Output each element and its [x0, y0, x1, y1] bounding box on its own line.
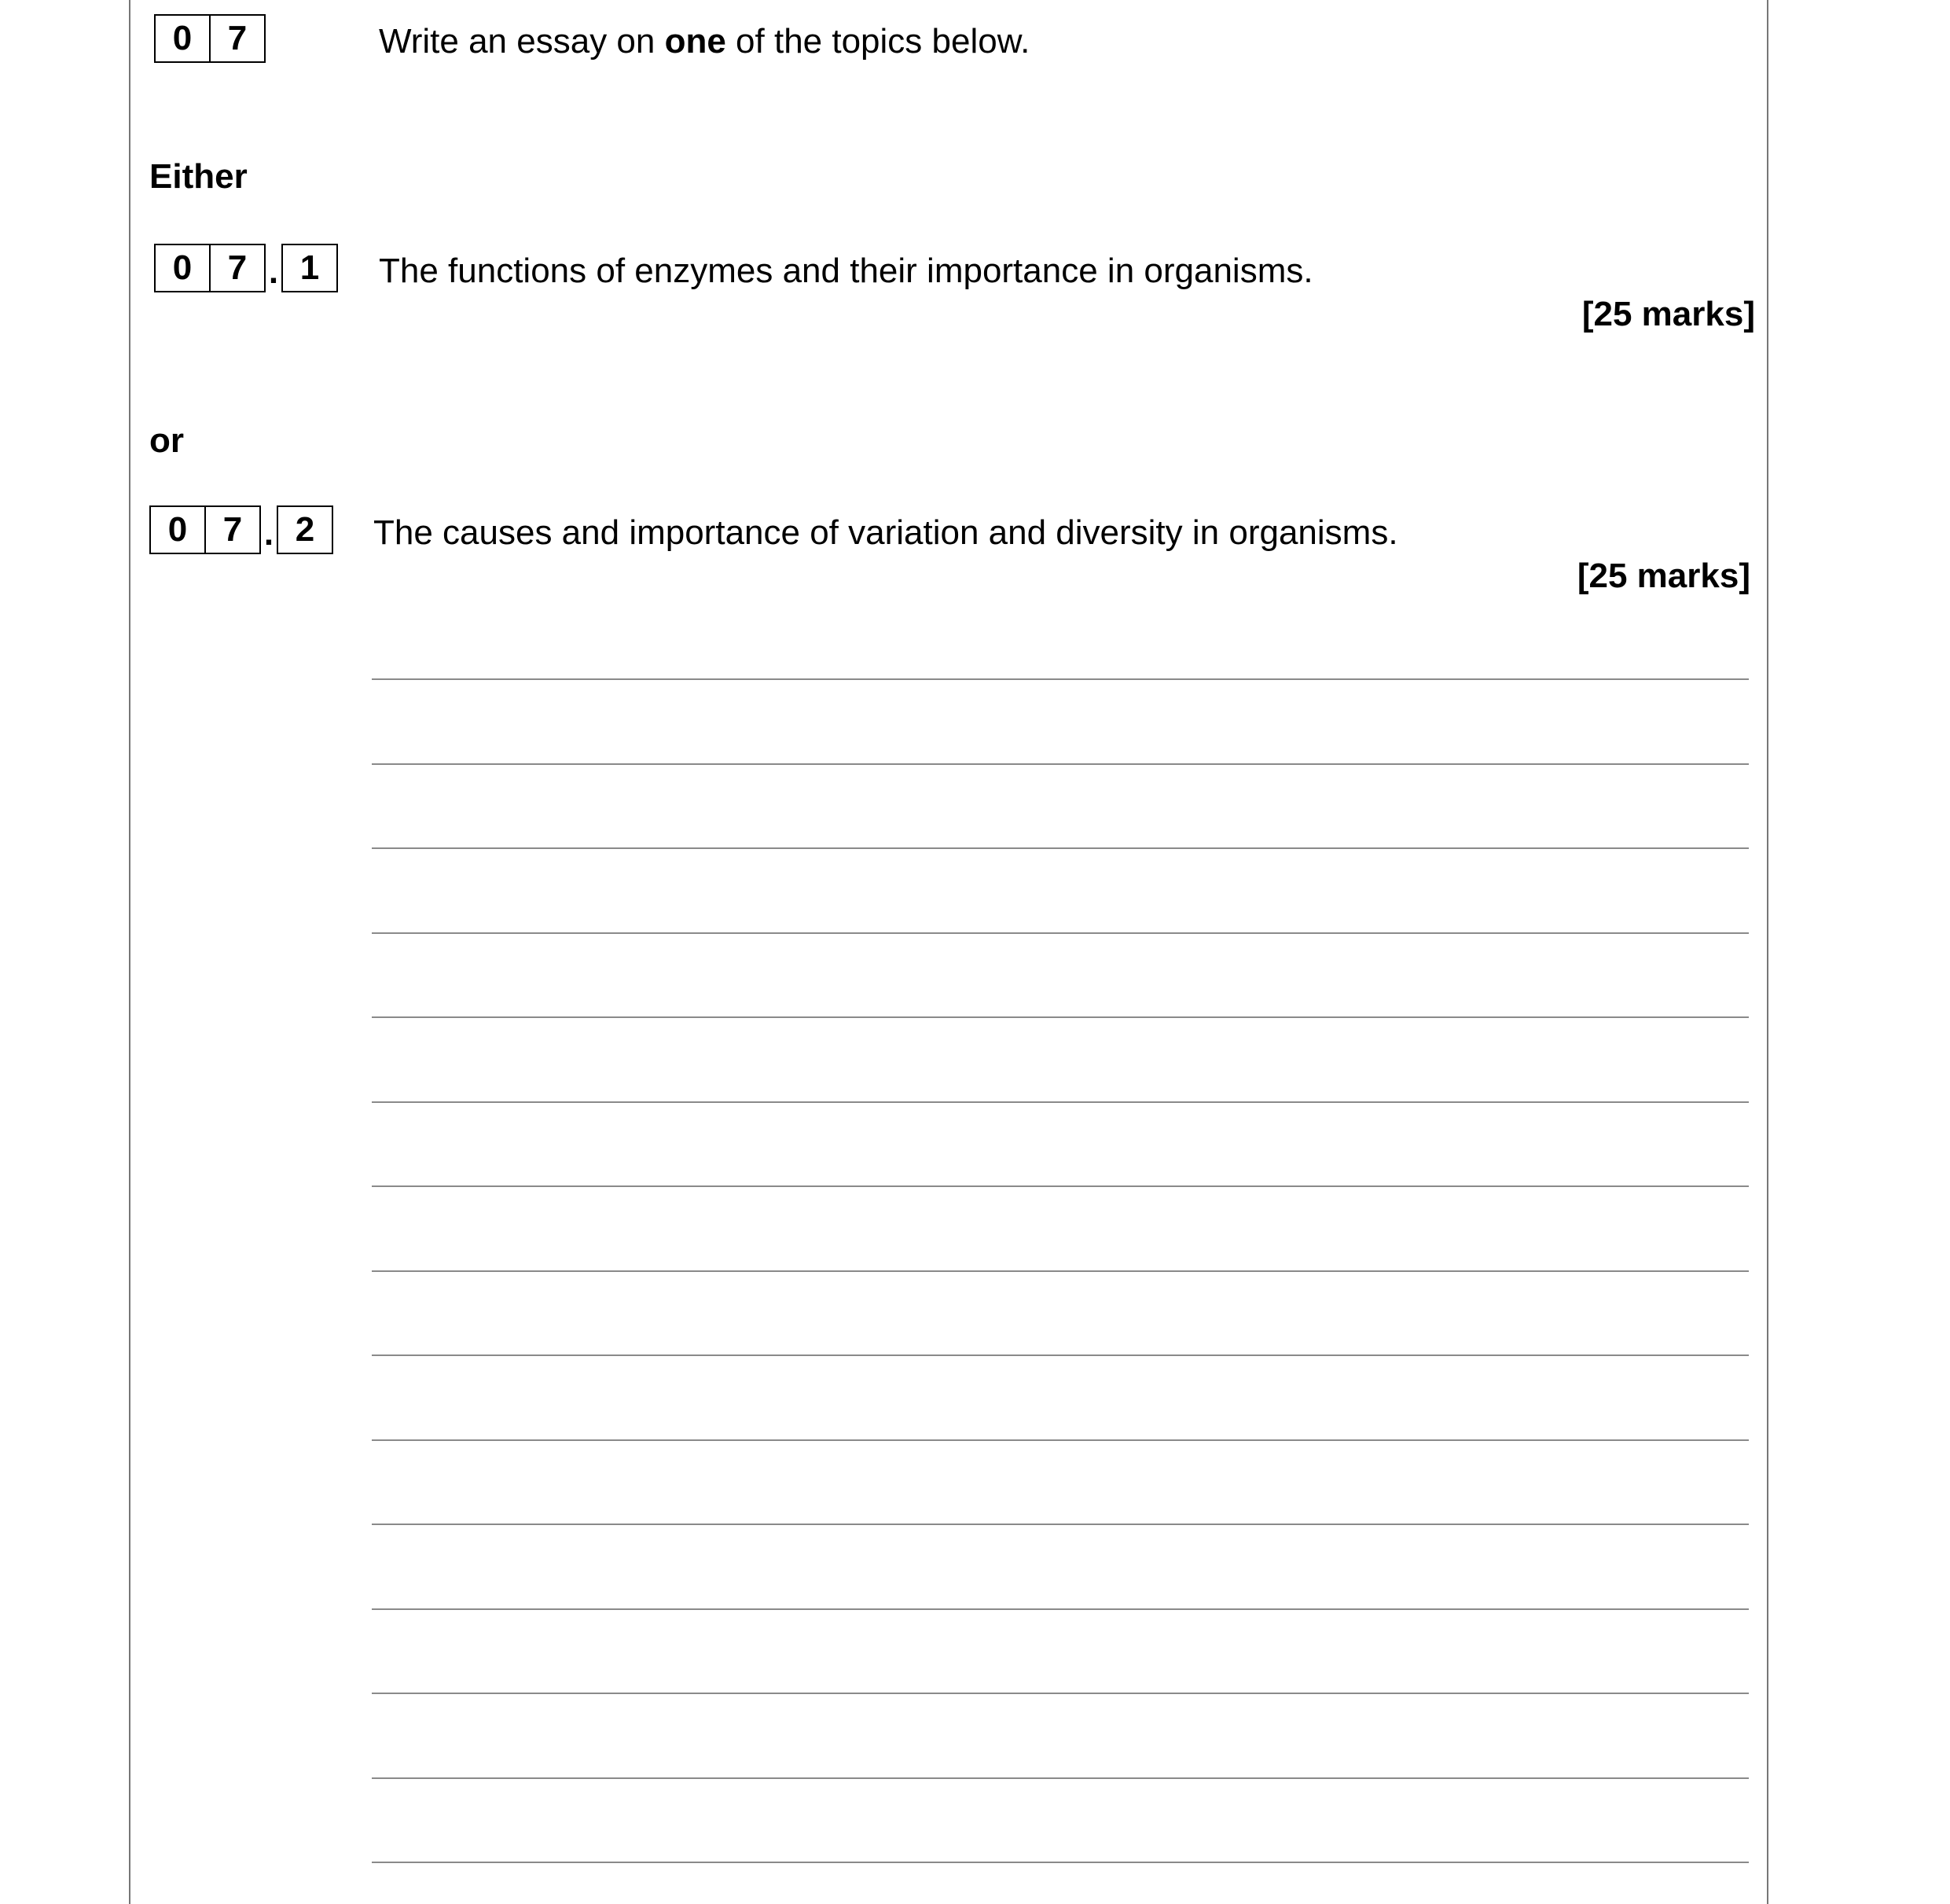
page-border-left	[129, 0, 130, 1904]
option-dot: .	[263, 514, 274, 553]
answer-line[interactable]	[372, 1777, 1749, 1779]
answer-line[interactable]	[372, 1016, 1749, 1018]
answer-line[interactable]	[372, 1270, 1749, 1272]
option-digit-box: 7	[206, 505, 261, 554]
or-label: or	[149, 421, 184, 460]
answer-line[interactable]	[372, 1439, 1749, 1441]
instruction-text: of the topics below.	[725, 22, 1030, 61]
option2-marks: [25 marks]	[1577, 557, 1750, 595]
answer-line[interactable]	[372, 932, 1749, 934]
option-part-box: 2	[277, 505, 333, 554]
instruction-text: Write an essay on	[379, 22, 665, 61]
answer-line[interactable]	[372, 1524, 1749, 1525]
question-instruction	[379, 22, 1030, 61]
answer-line[interactable]	[372, 847, 1749, 849]
option-digit-box: 0	[149, 505, 206, 554]
either-label: Either	[149, 157, 248, 196]
question-number-07-2	[149, 505, 333, 554]
option-dot: .	[268, 252, 279, 291]
question-digit-box: 0	[154, 14, 211, 63]
option2-text: The causes and importance of variation and diversity in organisms.	[373, 513, 1398, 552]
question-digit-box: 7	[211, 14, 266, 63]
answer-line[interactable]	[372, 763, 1749, 765]
option1-marks: [25 marks]	[1581, 295, 1755, 333]
answer-line[interactable]	[372, 1608, 1749, 1610]
answer-line[interactable]	[372, 1354, 1749, 1356]
answer-line[interactable]	[372, 678, 1749, 680]
option-digit-box: 7	[211, 244, 266, 292]
question-number-07-1	[154, 244, 338, 292]
answer-line[interactable]	[372, 1693, 1749, 1694]
answer-line[interactable]	[372, 1185, 1749, 1187]
page-border-right	[1767, 0, 1768, 1904]
option1-text: The functions of enzymes and their importance in organisms.	[379, 252, 1313, 290]
option-digit-box: 0	[154, 244, 211, 292]
answer-line[interactable]	[372, 1101, 1749, 1103]
answer-line[interactable]	[372, 1862, 1749, 1863]
option-part-box: 1	[281, 244, 338, 292]
instruction-emphasis: one	[664, 22, 726, 61]
question-number-07	[154, 14, 266, 63]
